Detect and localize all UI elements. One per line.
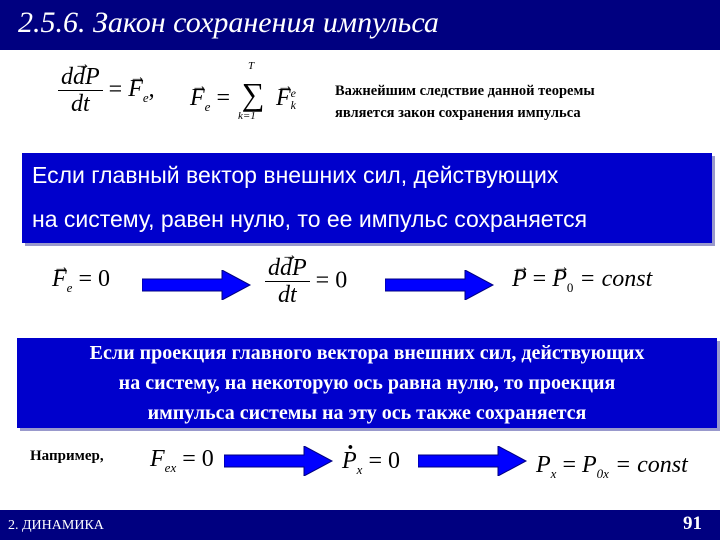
slide-title: 2.5.6. Закон сохранения импульса (18, 6, 439, 39)
arrow-icon (224, 446, 334, 476)
formula-momentum-projection-rate: · $P_x = 0$ (342, 448, 400, 478)
formula-external-force-sum: → $F_e$ = T ∑ k=1 → F e k (190, 76, 296, 115)
formula-momentum-derivative: $\frac{d\to dP}{dt}$ = → $F_e$, (58, 64, 155, 118)
sum-symbol: ∑ (241, 76, 265, 112)
formula-derivative-zero: $\frac{d\to dP}{dt}$ = 0 (265, 255, 347, 309)
example-label: Например, (30, 448, 104, 464)
arrow-icon (418, 446, 528, 476)
formula-denominator: dt (71, 91, 90, 118)
formula-numerator: d→ dP (58, 64, 103, 91)
arrow-icon (142, 270, 252, 300)
conservation-statement-box: Если главный вектор внешних сил, действующих на систему, равен нулю, то ее импульс сохраняется (22, 153, 712, 243)
formula-momentum-const: → P = → $P_0$ = const (512, 266, 652, 296)
title-bar (0, 0, 720, 50)
note-text: Важнейшим следствие данной теоремы является закон сохранения импульса (335, 83, 595, 121)
arrow-icon (385, 270, 495, 300)
footer-section-label: 2. ДИНАМИКА (8, 518, 104, 533)
projection-statement-box: Если проекция главного вектора внешних сил, действующих на систему, на некоторую ось равна нулю, то проекция импульса системы на эту ось также сохраняется (17, 338, 717, 428)
formula-force-projection: $F_{ex} = 0$ (150, 446, 214, 475)
formula-zero-force: → $F_e = 0$ (52, 266, 110, 296)
footer-bar (0, 510, 720, 540)
page-number: 91 (683, 513, 702, 534)
formula-projection-const: $P_x = P_{0x}$ = const (536, 452, 688, 481)
